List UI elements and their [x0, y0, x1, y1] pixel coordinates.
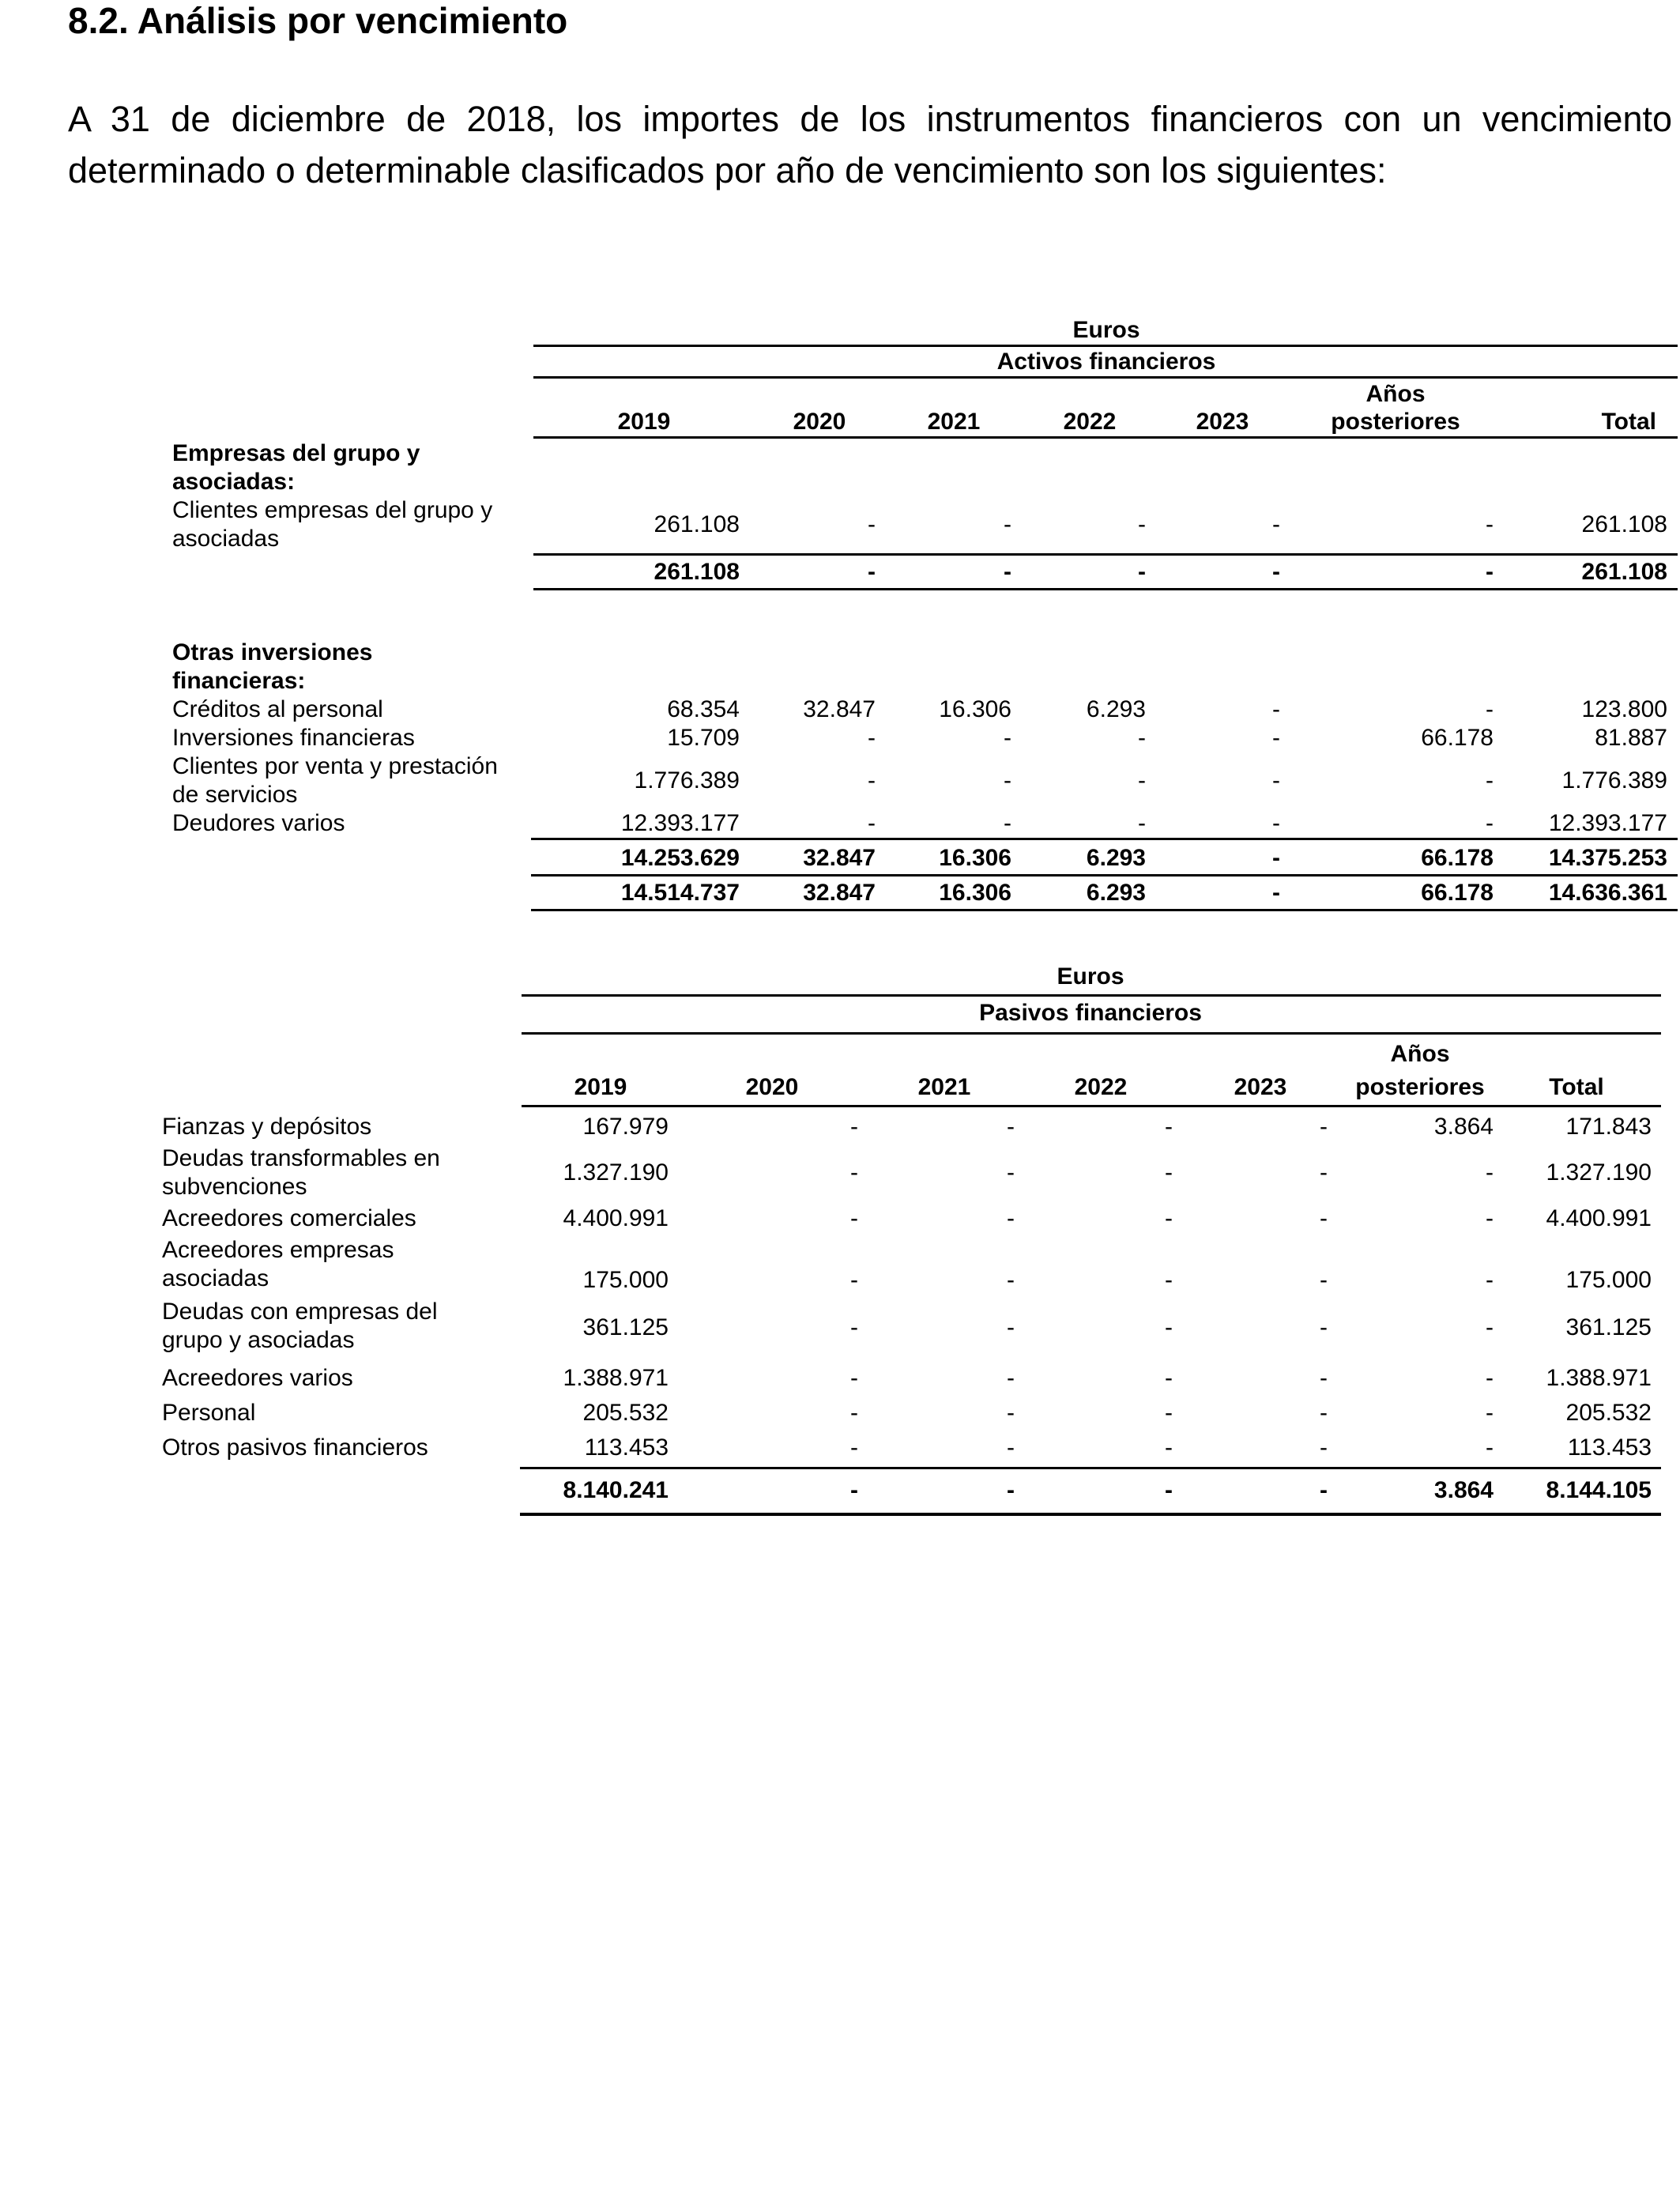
activos-row-cell: - — [1138, 725, 1146, 751]
activos-row-cell: 1.776.389 — [634, 767, 740, 794]
pasivos-row-cell: - — [850, 1400, 858, 1426]
activos-row-label: Inversiones financieras — [172, 725, 415, 751]
pasivos-row-cell: - — [1486, 1159, 1494, 1186]
activos-row-cell: - — [1272, 725, 1280, 751]
activos-group1-subtotal-cell: - — [1486, 559, 1494, 585]
pasivos-row-cell: 167.979 — [582, 1114, 669, 1140]
pasivos-row-cell: - — [1486, 1267, 1494, 1293]
pasivos-rule-1 — [522, 994, 1661, 997]
pasivos-row-cell: - — [1320, 1267, 1328, 1293]
pasivos-row-label: Acreedores empresas — [162, 1237, 394, 1263]
activos-row-cell: 1.776.389 — [1561, 767, 1667, 794]
activos-col-aux-top: Años — [1365, 381, 1426, 407]
pasivos-row-cell: 361.125 — [1565, 1314, 1652, 1340]
pasivos-row-cell: - — [1165, 1434, 1173, 1461]
activos-grand-total-cell: 14.514.737 — [620, 880, 740, 906]
pasivos-row-cell: - — [850, 1314, 858, 1340]
pasivos-row-cell: 113.453 — [1567, 1434, 1652, 1461]
pasivos-row-cell: 361.125 — [582, 1314, 669, 1340]
pasivos-rule-3 — [522, 1105, 1661, 1107]
pasivos-row-cell: - — [1486, 1365, 1494, 1391]
activos-group1-subtotal-cell: 261.108 — [1581, 559, 1667, 585]
pasivos-total-cell: 8.144.105 — [1546, 1477, 1652, 1503]
pasivos-row-cell: - — [1165, 1365, 1173, 1391]
pasivos-row-cell: - — [850, 1365, 858, 1391]
activos-group1-subtotal-cell: 261.108 — [654, 559, 740, 585]
activos-row-label: Clientes por venta y prestación — [172, 753, 498, 779]
activos-grand-total-cell: 66.178 — [1421, 880, 1494, 906]
pasivos-row-cell: - — [1320, 1114, 1328, 1140]
activos-row-cell: - — [868, 810, 876, 836]
activos-row-label: de servicios — [172, 782, 298, 808]
activos-row-cell: 68.354 — [667, 696, 740, 722]
activos-group1-title: asociadas: — [172, 469, 296, 495]
activos-grand-total-cell: 16.306 — [939, 880, 1011, 906]
pasivos-row-cell: - — [1007, 1314, 1015, 1340]
pasivos-title: Pasivos financieros — [979, 1000, 1202, 1026]
pasivos-row-cell: 113.453 — [584, 1434, 669, 1461]
activos-col-2022: 2022 — [1063, 409, 1117, 435]
activos-row-cell: - — [1272, 810, 1280, 836]
pasivos-row-cell: - — [1320, 1314, 1328, 1340]
activos-row-cell: - — [1004, 511, 1011, 537]
activos-group2-subtotal-cell: 14.253.629 — [620, 845, 740, 871]
activos-group2-subtotal-cell: 6.293 — [1086, 845, 1146, 871]
pasivos-row-label: Acreedores comerciales — [162, 1205, 416, 1231]
pasivos-row-label: Acreedores varios — [162, 1365, 353, 1391]
activos-group1-subtotal-cell: - — [1004, 559, 1011, 585]
pasivos-row-cell: - — [1007, 1205, 1015, 1231]
pasivos-row-cell: - — [1165, 1114, 1173, 1140]
pasivos-col-2020: 2020 — [745, 1074, 799, 1100]
activos-row-cell: - — [1004, 725, 1011, 751]
pasivos-col-aux-top: Años — [1390, 1041, 1450, 1067]
pasivos-row-cell: - — [1320, 1159, 1328, 1186]
pasivos-rule-2 — [522, 1032, 1661, 1035]
pasivos-col-2023: 2023 — [1234, 1074, 1287, 1100]
pasivos-row-cell: 4.400.991 — [1546, 1205, 1652, 1231]
pasivos-col-total: Total — [1549, 1074, 1604, 1100]
activos-row-cell: - — [1138, 810, 1146, 836]
activos-row-cell: 261.108 — [654, 511, 740, 537]
activos-row-cell: - — [1486, 810, 1494, 836]
pasivos-col-2019: 2019 — [574, 1074, 627, 1100]
activos-row-cell: - — [1272, 696, 1280, 722]
activos-col-2019: 2019 — [617, 409, 671, 435]
activos-row-cell: - — [1486, 767, 1494, 794]
pasivos-total-rule-top — [520, 1467, 1661, 1469]
activos-group1-subtotal-cell: - — [1272, 559, 1280, 585]
activos-col-2021: 2021 — [927, 409, 981, 435]
activos-row-cell: - — [1486, 511, 1494, 537]
pasivos-row-cell: 175.000 — [1565, 1267, 1652, 1293]
activos-row-cell: 81.887 — [1595, 725, 1667, 751]
activos-col-posteriores: posteriores — [1331, 409, 1460, 435]
activos-row-cell: 6.293 — [1086, 696, 1146, 722]
pasivos-row-cell: - — [1486, 1400, 1494, 1426]
pasivos-row-cell: - — [850, 1159, 858, 1186]
pasivos-row-label: Otros pasivos financieros — [162, 1434, 428, 1461]
activos-row-cell: - — [1004, 767, 1011, 794]
activos-col-2020: 2020 — [793, 409, 846, 435]
pasivos-row-label: Deudas transformables en — [162, 1145, 440, 1171]
activos-group2-title: financieras: — [172, 668, 306, 694]
pasivos-row-cell: - — [1007, 1267, 1015, 1293]
pasivos-currency: Euros — [1057, 963, 1124, 990]
pasivos-row-cell: - — [1165, 1267, 1173, 1293]
pasivos-row-cell: 205.532 — [582, 1400, 669, 1426]
pasivos-row-cell: - — [1165, 1159, 1173, 1186]
activos-col-total: Total — [1601, 409, 1656, 435]
pasivos-total-cell: 3.864 — [1433, 1477, 1494, 1503]
pasivos-row-cell: - — [1320, 1400, 1328, 1426]
pasivos-col-2021: 2021 — [917, 1074, 971, 1100]
pasivos-row-cell: - — [850, 1114, 858, 1140]
pasivos-row-cell: 3.864 — [1433, 1114, 1494, 1140]
activos-group2-subtotal-cell: 66.178 — [1421, 845, 1494, 871]
pasivos-total-cell: - — [1007, 1477, 1015, 1503]
activos-group2-title: Otras inversiones — [172, 639, 373, 665]
activos-group2-subtotal-cell: 32.847 — [803, 845, 876, 871]
pasivos-row-cell: - — [850, 1267, 858, 1293]
activos-row-cell: - — [1138, 511, 1146, 537]
activos-group1-title: Empresas del grupo y — [172, 440, 420, 466]
activos-row-cell: 261.108 — [1581, 511, 1667, 537]
activos-row-cell: 15.709 — [667, 725, 740, 751]
pasivos-row-label: Fianzas y depósitos — [162, 1114, 372, 1140]
pasivos-row-cell: 175.000 — [582, 1267, 669, 1293]
pasivos-row-cell: - — [1007, 1159, 1015, 1186]
pasivos-row-cell: 1.327.190 — [1546, 1159, 1652, 1186]
pasivos-total-cell: 8.140.241 — [563, 1477, 669, 1503]
pasivos-row-cell: - — [1007, 1400, 1015, 1426]
pasivos-row-cell: - — [850, 1434, 858, 1461]
activos-row-cell: 12.393.177 — [620, 810, 740, 836]
activos-group2-subtotal-cell: 14.375.253 — [1548, 845, 1667, 871]
activos-row-cell: 16.306 — [939, 696, 1011, 722]
pasivos-row-cell: 1.327.190 — [563, 1159, 669, 1186]
pasivos-row-label: Deudas con empresas del — [162, 1299, 438, 1325]
activos-row-cell: - — [868, 511, 876, 537]
section-title: 8.2. Análisis por vencimiento — [68, 0, 568, 41]
activos-row-cell: - — [868, 725, 876, 751]
pasivos-row-cell: - — [1486, 1205, 1494, 1231]
pasivos-row-cell: - — [1165, 1400, 1173, 1426]
activos-row-cell: - — [1486, 696, 1494, 722]
activos-group2-subtotal-cell: 16.306 — [939, 845, 1011, 871]
pasivos-row-cell: - — [1320, 1365, 1328, 1391]
pasivos-row-cell: 4.400.991 — [563, 1205, 669, 1231]
activos-row-cell: 66.178 — [1421, 725, 1494, 751]
activos-currency: Euros — [1072, 317, 1140, 343]
pasivos-row-cell: 171.843 — [1565, 1114, 1652, 1140]
pasivos-row-label: grupo y asociadas — [162, 1327, 355, 1353]
activos-title: Activos financieros — [996, 349, 1216, 375]
pasivos-row-cell: - — [1320, 1434, 1328, 1461]
pasivos-row-cell: - — [1486, 1434, 1494, 1461]
pasivos-row-cell: - — [850, 1205, 858, 1231]
intro-line-2: determinado o determinable clasificados por año de vencimiento son los siguientes: — [68, 150, 1387, 190]
pasivos-total-cell: - — [1320, 1477, 1328, 1503]
activos-grand-total-cell: 14.636.361 — [1548, 880, 1667, 906]
activos-grand-total-cell: - — [1272, 880, 1280, 906]
activos-group1-subtotal-cell: - — [1138, 559, 1146, 585]
pasivos-row-cell: - — [1007, 1114, 1015, 1140]
activos-row-cell: 32.847 — [803, 696, 876, 722]
activos-row-label: Clientes empresas del grupo y — [172, 497, 493, 523]
activos-grand-total-cell: 6.293 — [1086, 880, 1146, 906]
activos-grand-total-cell: 32.847 — [803, 880, 876, 906]
activos-row-cell: - — [1272, 511, 1280, 537]
pasivos-total-cell: - — [850, 1477, 858, 1503]
pasivos-row-cell: - — [1007, 1434, 1015, 1461]
activos-row-cell: 12.393.177 — [1548, 810, 1667, 836]
pasivos-row-cell: 1.388.971 — [563, 1365, 669, 1391]
activos-col-2023: 2023 — [1196, 409, 1249, 435]
intro-line-1: A 31 de diciembre de 2018, los importes de los instrumentos financieros con un vencimiento — [68, 99, 1672, 139]
pasivos-row-cell: - — [1486, 1314, 1494, 1340]
pasivos-row-cell: - — [1007, 1365, 1015, 1391]
pasivos-col-2022: 2022 — [1074, 1074, 1128, 1100]
activos-group2-subtotal-cell: - — [1272, 845, 1280, 871]
pasivos-row-label: asociadas — [162, 1265, 269, 1291]
activos-row-label: Deudores varios — [172, 810, 345, 836]
pasivos-row-label: Personal — [162, 1400, 256, 1426]
pasivos-row-cell: - — [1165, 1314, 1173, 1340]
activos-row-cell: - — [1272, 767, 1280, 794]
activos-group1-subtotal-cell: - — [868, 559, 876, 585]
activos-row-cell: 123.800 — [1581, 696, 1667, 722]
pasivos-row-cell: 1.388.971 — [1546, 1365, 1652, 1391]
activos-row-label: asociadas — [172, 526, 280, 552]
activos-row-cell: - — [868, 767, 876, 794]
pasivos-col-posteriores: posteriores — [1355, 1074, 1485, 1100]
activos-row-cell: - — [1004, 810, 1011, 836]
pasivos-total-rule-bottom — [520, 1513, 1661, 1516]
pasivos-total-cell: - — [1165, 1477, 1173, 1503]
activos-row-label: Créditos al personal — [172, 696, 383, 722]
pasivos-row-cell: - — [1320, 1205, 1328, 1231]
pasivos-row-cell: 205.532 — [1565, 1400, 1652, 1426]
pasivos-row-label: subvenciones — [162, 1174, 307, 1200]
pasivos-row-cell: - — [1165, 1205, 1173, 1231]
activos-row-cell: - — [1138, 767, 1146, 794]
